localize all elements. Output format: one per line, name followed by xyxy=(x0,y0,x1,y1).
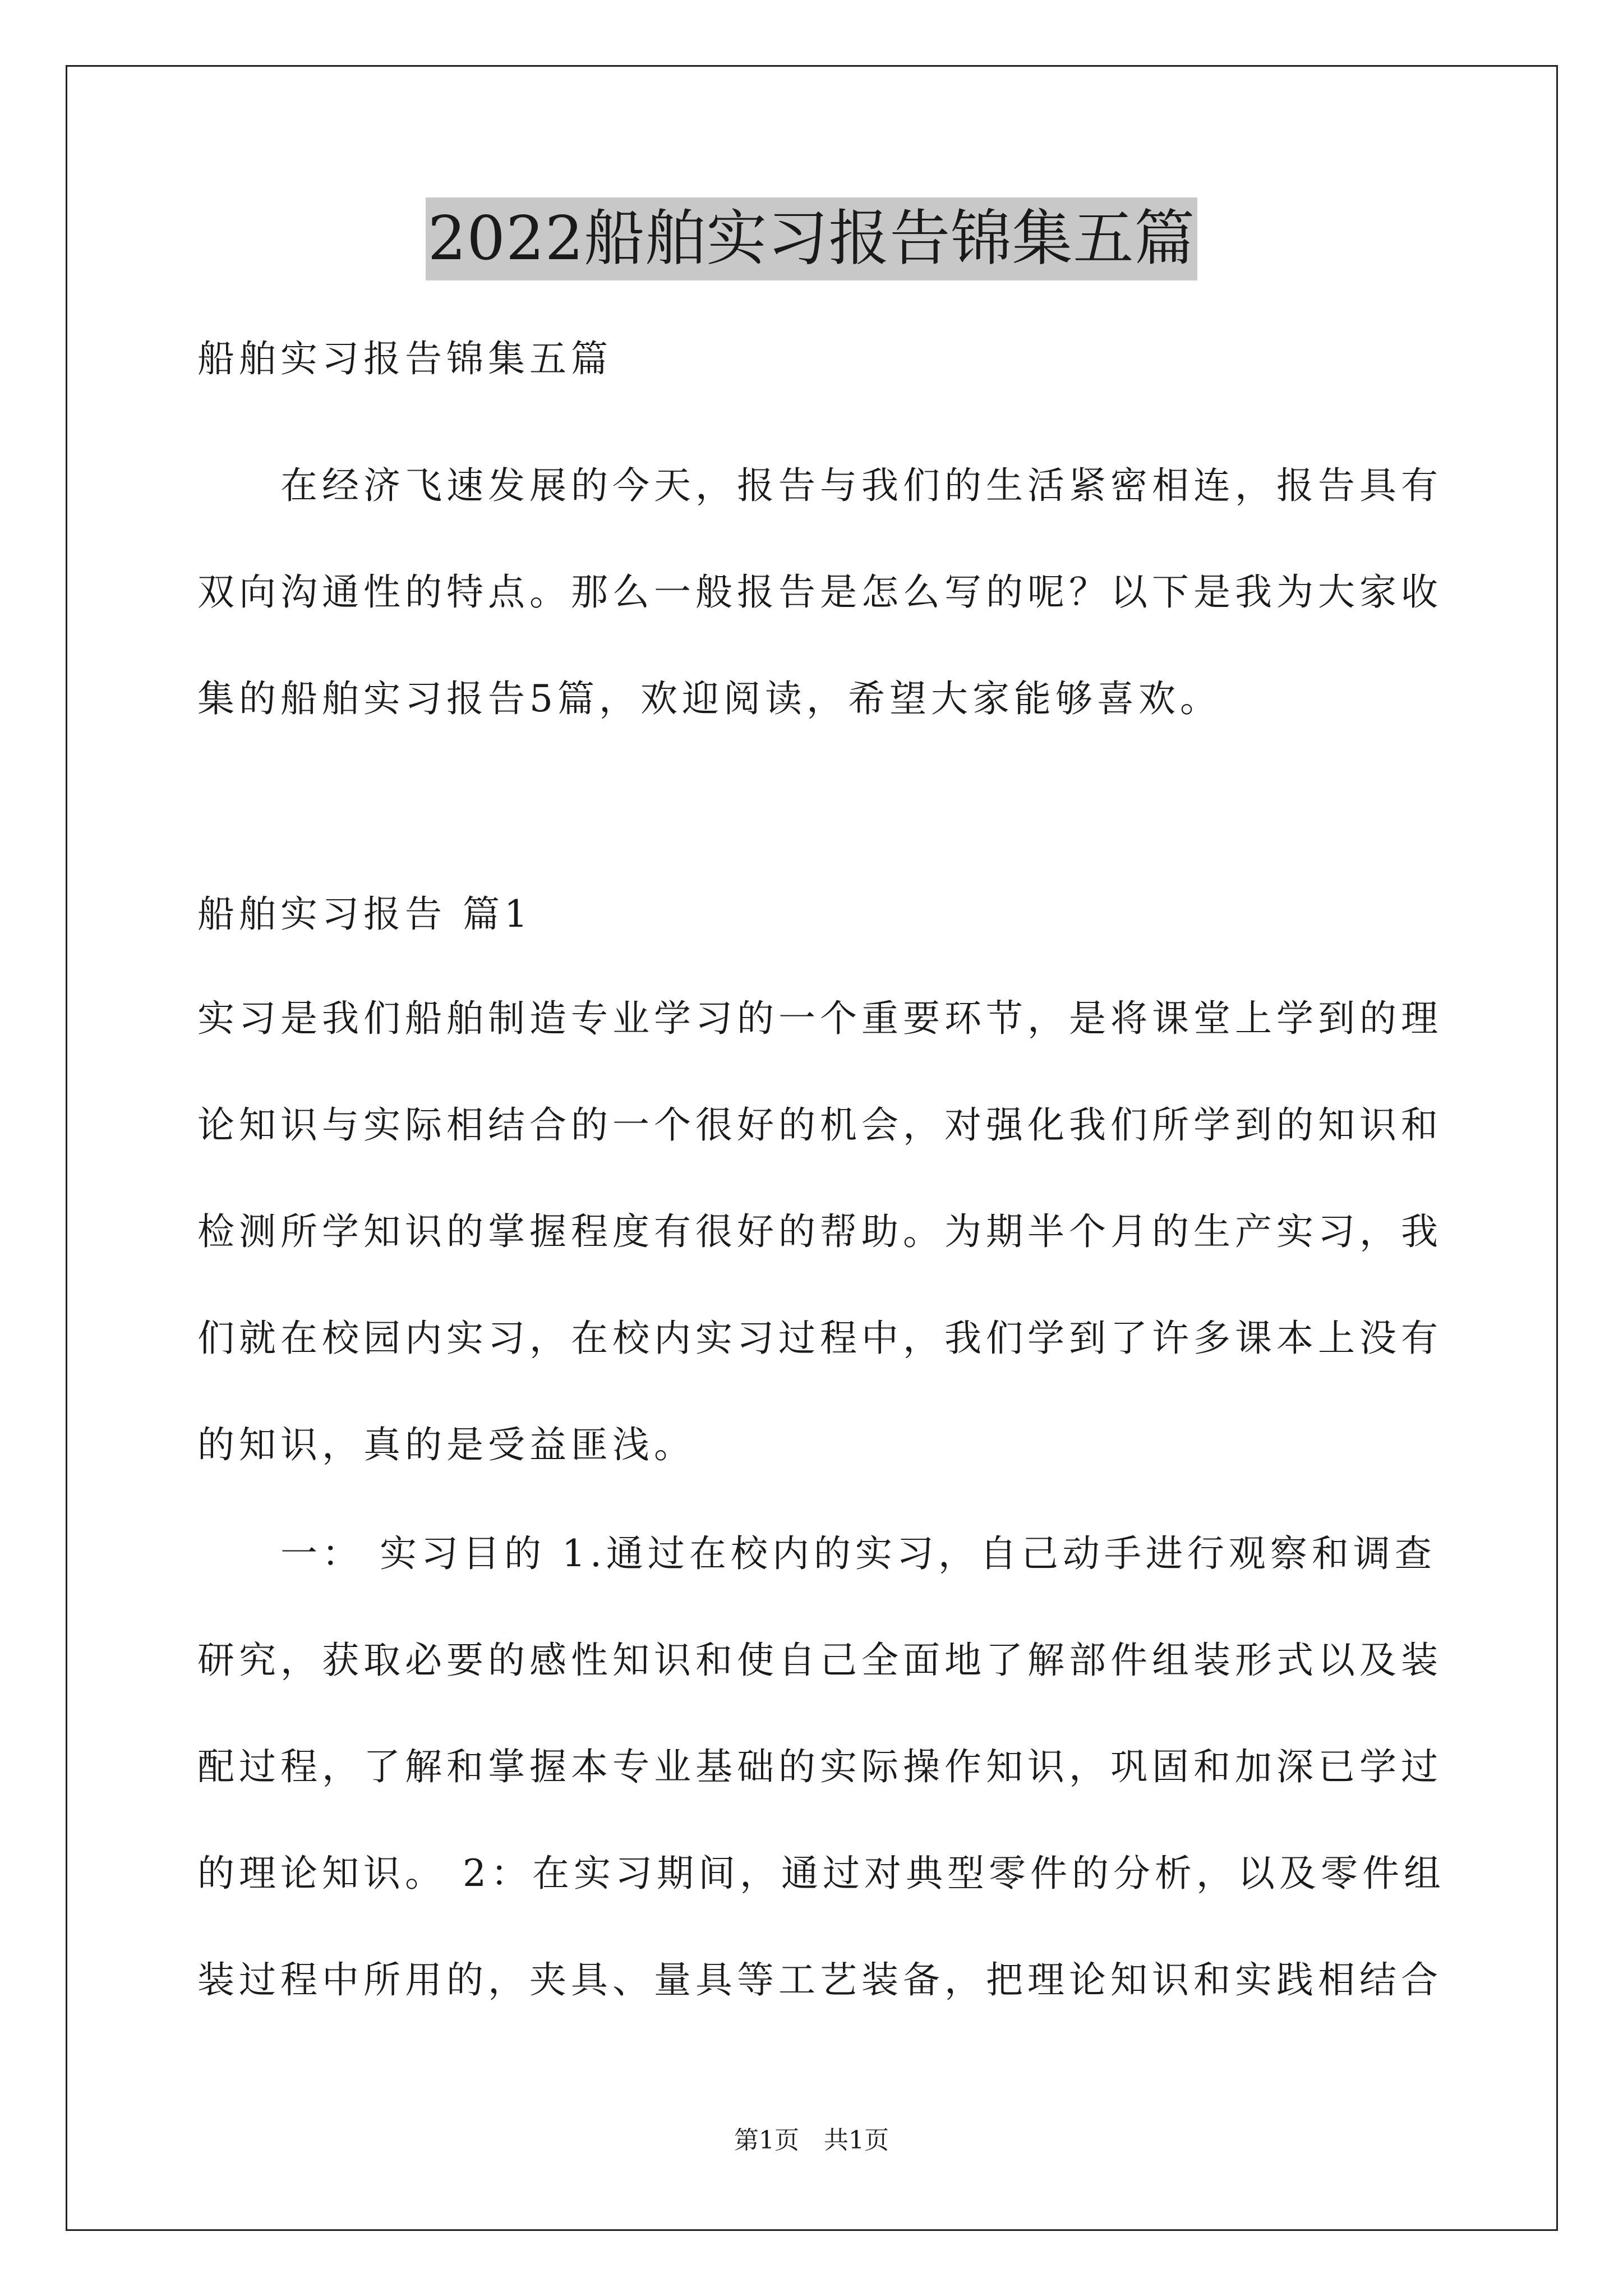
paragraph-line: 一： 实习目的 1.通过在校内的实习，自己动手进行观察和调查 xyxy=(197,1532,1436,1575)
section-heading: 船舶实习报告 篇1 xyxy=(197,892,532,936)
paragraph-line: 双向沟通性的特点。那么一般报告是怎么写的呢？以下是我为大家收 xyxy=(197,570,1442,614)
paragraph-line: 研究，获取必要的感性知识和使自己全面地了解部件组装形式以及装 xyxy=(197,1639,1442,1682)
paragraph-line: 在经济飞速发展的今天，报告与我们的生活紧密相连，报告具有 xyxy=(197,464,1442,507)
paragraph-line: 集的船舶实习报告5篇，欢迎阅读，希望大家能够喜欢。 xyxy=(197,677,1221,720)
paragraph-line: 配过程，了解和掌握本专业基础的实际操作知识，巩固和加深已学过 xyxy=(197,1745,1442,1788)
title-container xyxy=(0,197,1623,280)
paragraph-line: 们就在校园内实习，在校内实习过程中，我们学到了许多课本上没有 xyxy=(197,1317,1442,1360)
paragraph-line: 的理论知识。 2：在实习期间，通过对典型零件的分析，以及零件组 xyxy=(197,1852,1445,1895)
paragraph-line: 检测所学知识的掌握程度有很好的帮助。为期半个月的生产实习，我 xyxy=(197,1210,1442,1253)
page-border xyxy=(66,65,1558,2231)
document-title: 2022船舶实习报告锦集五篇 xyxy=(426,197,1198,280)
paragraph-line: 实习是我们船舶制造专业学习的一个重要环节，是将课堂上学到的理 xyxy=(197,997,1442,1040)
subtitle-line: 船舶实习报告锦集五篇 xyxy=(197,337,612,380)
page-number: 第1页 共1页 xyxy=(734,2126,889,2155)
paragraph-line: 装过程中所用的，夹具、量具等工艺装备，把理论知识和实践相结合 xyxy=(197,1958,1442,2001)
paragraph-line: 的知识，真的是受益匪浅。 xyxy=(197,1423,695,1466)
paragraph-line: 论知识与实际相结合的一个很好的机会，对强化我们所学到的知识和 xyxy=(197,1103,1442,1147)
